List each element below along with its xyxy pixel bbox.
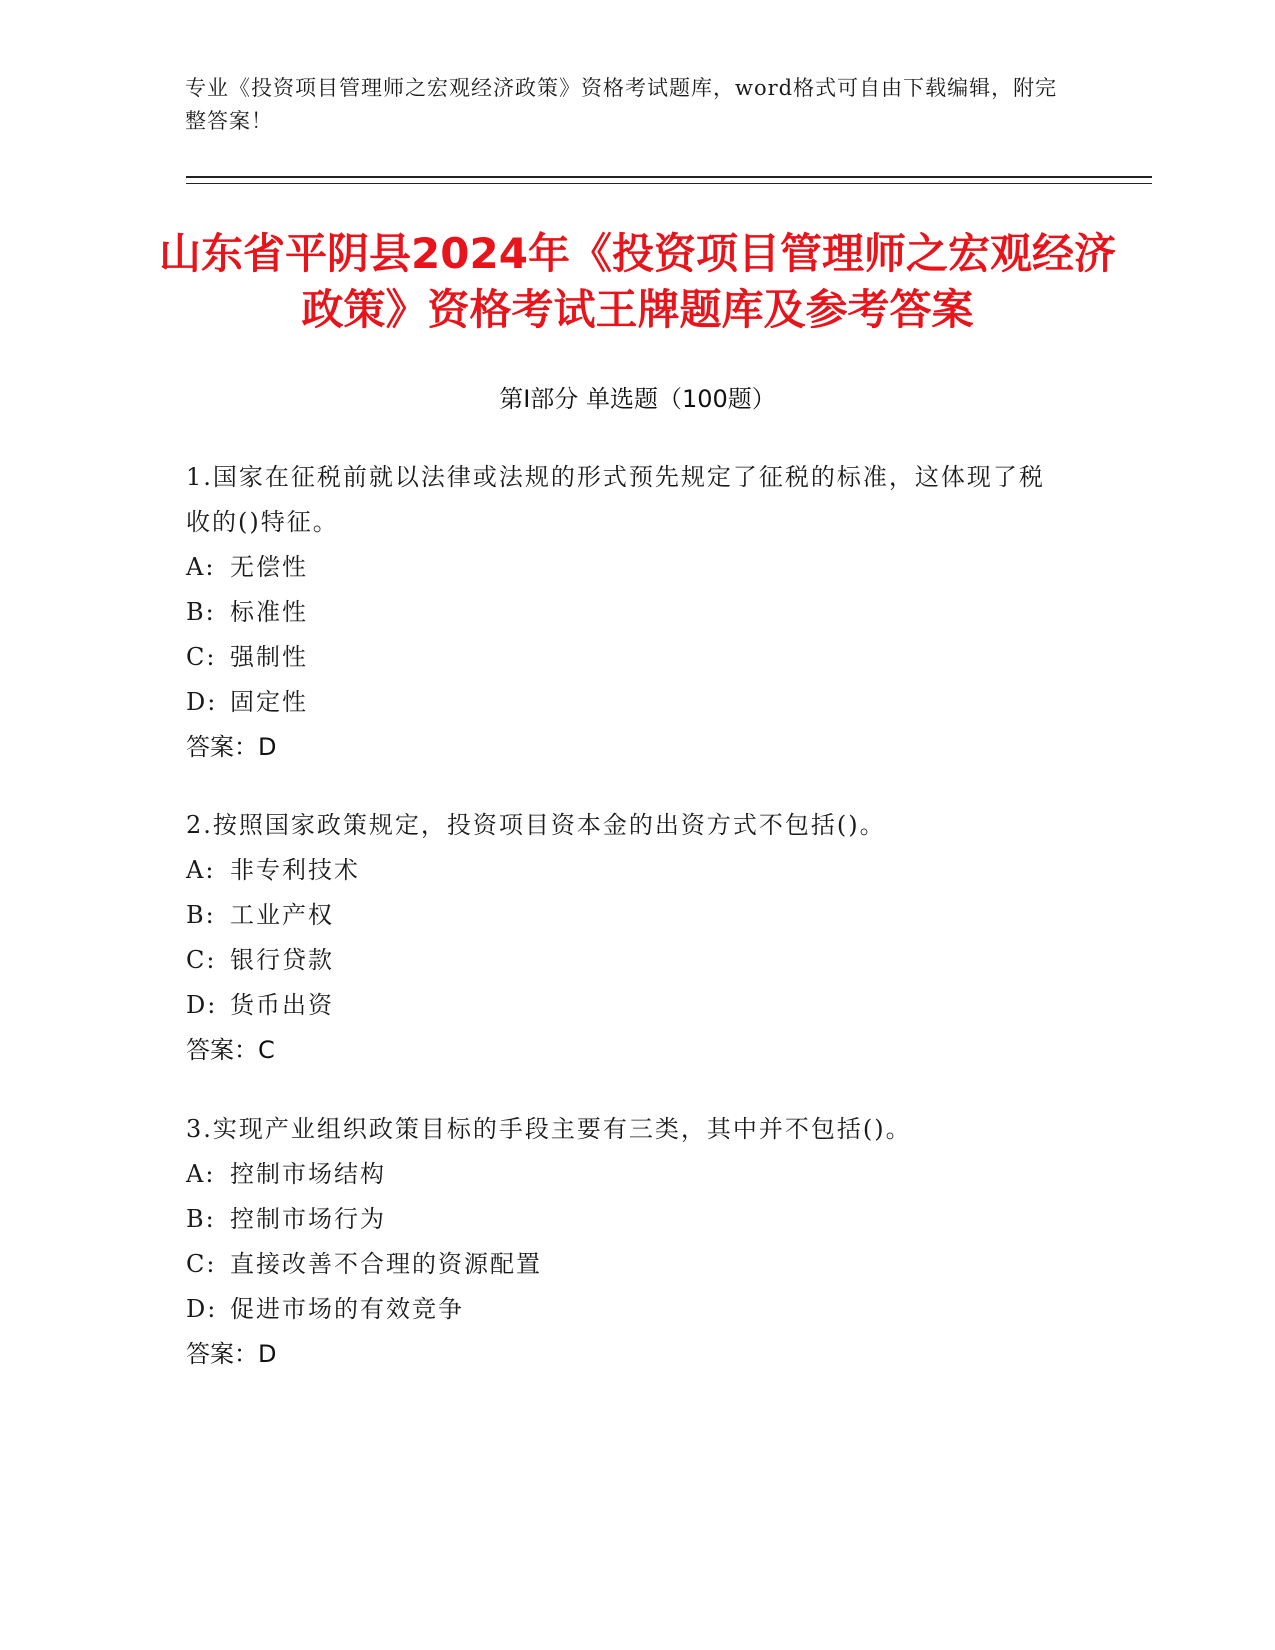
option-text: 标准性 (230, 598, 308, 626)
option-text: 无偿性 (230, 553, 308, 581)
question-1 (186, 455, 1066, 770)
option-d (186, 983, 1066, 1028)
option-a (186, 1152, 1066, 1197)
document-title: 山东省平阴县2024年《投资项目管理师之宏观经济政策》资格考试王牌题库及参考答案 (159, 229, 1116, 334)
option-text: 固定性 (230, 688, 308, 716)
question-2 (186, 803, 1066, 1073)
header-note: 专业《投资项目管理师之宏观经济政策》资格考试题库，word格式可自由下载编辑，附完整答案！ (185, 76, 1058, 133)
header-divider-thin (186, 183, 1152, 184)
option-d (186, 680, 1066, 725)
option-key: C: (186, 1250, 217, 1278)
question-text: 1.国家在征税前就以法律或法规的形式预先规定了征税的标准，这体现了税收的()特征。 (186, 463, 1045, 536)
option-key: D: (186, 1295, 218, 1323)
option-key: D: (186, 688, 218, 716)
option-key: A: (186, 1160, 216, 1188)
option-a (186, 545, 1066, 590)
question-text: 2.按照国家政策规定，投资项目资本金的出资方式不包括()。 (186, 811, 886, 839)
option-key: A: (186, 553, 216, 581)
option-a (186, 848, 1066, 893)
option-text: 控制市场行为 (230, 1205, 386, 1233)
option-text: 直接改善不合理的资源配置 (230, 1250, 542, 1278)
option-text: 货币出资 (230, 991, 334, 1019)
option-text: 工业产权 (230, 901, 334, 929)
option-key: C: (186, 643, 217, 671)
option-key: D: (186, 991, 218, 1019)
option-text: 强制性 (230, 643, 308, 671)
option-b (186, 1197, 1066, 1242)
option-key: B: (186, 1205, 216, 1233)
option-b (186, 590, 1066, 635)
option-text: 促进市场的有效竞争 (230, 1295, 464, 1323)
question-text: 3.实现产业组织政策目标的手段主要有三类，其中并不包括()。 (186, 1115, 912, 1143)
answer-line: 答案：C (186, 1036, 275, 1064)
answer-line: 答案：D (186, 733, 277, 761)
option-text: 银行贷款 (230, 946, 334, 974)
question-3 (186, 1107, 1066, 1377)
header-divider-thick (186, 176, 1152, 178)
option-c (186, 938, 1066, 983)
option-text: 非专利技术 (230, 856, 360, 884)
option-c (186, 1242, 1066, 1287)
section-heading: 第Ⅰ部分 单选题（100题） (499, 385, 776, 413)
option-key: B: (186, 901, 216, 929)
answer-line: 答案：D (186, 1340, 277, 1368)
option-key: A: (186, 856, 216, 884)
option-d (186, 1287, 1066, 1332)
option-key: C: (186, 946, 217, 974)
option-b (186, 893, 1066, 938)
option-key: B: (186, 598, 216, 626)
option-c (186, 635, 1066, 680)
option-text: 控制市场结构 (230, 1160, 386, 1188)
